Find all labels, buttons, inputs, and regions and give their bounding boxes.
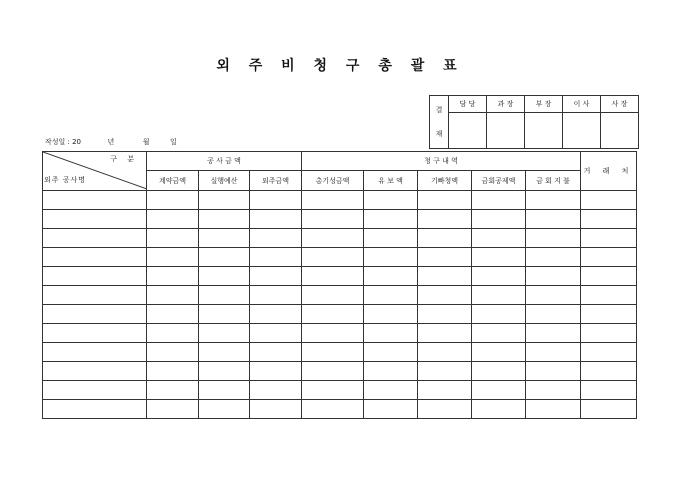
table-cell[interactable]	[147, 381, 199, 400]
date-year: 년	[107, 138, 115, 146]
subheader-retention-amount: 유 보 액	[364, 171, 418, 191]
table-cell[interactable]	[302, 324, 364, 343]
table-cell[interactable]	[581, 324, 637, 343]
table-cell[interactable]	[250, 305, 302, 324]
table-cell[interactable]	[302, 286, 364, 305]
approval-role: 사 장	[601, 96, 639, 113]
table-cell[interactable]	[581, 210, 637, 229]
table-cell[interactable]	[581, 305, 637, 324]
table-cell[interactable]	[472, 248, 526, 267]
table-cell[interactable]	[418, 343, 472, 362]
table-cell[interactable]	[418, 210, 472, 229]
table-cell[interactable]	[418, 324, 472, 343]
project-name-cell[interactable]	[43, 362, 147, 381]
table-cell[interactable]	[147, 191, 199, 210]
table-cell[interactable]	[147, 267, 199, 286]
table-cell[interactable]	[526, 362, 581, 381]
subheader-outsourcing-amount: 외주금액	[250, 171, 302, 191]
table-row	[43, 381, 637, 400]
table-cell[interactable]	[526, 248, 581, 267]
table-cell[interactable]	[250, 191, 302, 210]
subheader-contract-amount: 계약금액	[147, 171, 199, 191]
subheader-previous-claim: 기빠청액	[418, 171, 472, 191]
table-cell[interactable]	[364, 305, 418, 324]
table-cell[interactable]	[581, 286, 637, 305]
table-cell[interactable]	[250, 400, 302, 419]
table-cell[interactable]	[472, 305, 526, 324]
project-name-cell[interactable]	[43, 400, 147, 419]
table-cell[interactable]	[302, 381, 364, 400]
table-cell[interactable]	[526, 286, 581, 305]
table-cell[interactable]	[199, 305, 250, 324]
approval-side-bottom: 재	[435, 130, 443, 138]
table-cell[interactable]	[526, 381, 581, 400]
project-name-cell[interactable]	[43, 324, 147, 343]
table-cell[interactable]	[581, 400, 637, 419]
table-cell[interactable]	[147, 229, 199, 248]
approval-signature-cell[interactable]	[449, 113, 487, 149]
date-month: 월	[142, 138, 150, 146]
table-cell[interactable]	[364, 324, 418, 343]
table-row	[43, 324, 637, 343]
approval-side-label	[430, 96, 449, 149]
table-cell[interactable]	[199, 267, 250, 286]
approval-signature-cell[interactable]	[525, 113, 563, 149]
table-row	[43, 191, 637, 210]
table-cell[interactable]	[526, 324, 581, 343]
table-cell[interactable]	[250, 248, 302, 267]
table-cell[interactable]	[526, 191, 581, 210]
project-name-cell[interactable]	[43, 210, 147, 229]
table-cell[interactable]	[526, 343, 581, 362]
table-cell[interactable]	[581, 381, 637, 400]
table-cell[interactable]	[147, 343, 199, 362]
table-cell[interactable]	[199, 229, 250, 248]
table-cell[interactable]	[418, 191, 472, 210]
approval-signature-cell[interactable]	[601, 113, 639, 149]
table-cell[interactable]	[364, 362, 418, 381]
table-cell[interactable]	[364, 267, 418, 286]
table-cell[interactable]	[302, 305, 364, 324]
table-cell[interactable]	[581, 362, 637, 381]
table-cell[interactable]	[199, 286, 250, 305]
table-cell[interactable]	[418, 286, 472, 305]
table-cell[interactable]	[581, 267, 637, 286]
table-cell[interactable]	[472, 267, 526, 286]
table-row	[43, 248, 637, 267]
table-row	[43, 362, 637, 381]
table-cell[interactable]	[147, 210, 199, 229]
table-cell[interactable]	[199, 191, 250, 210]
table-cell[interactable]	[250, 229, 302, 248]
project-name-cell[interactable]	[43, 381, 147, 400]
table-cell[interactable]	[147, 362, 199, 381]
approval-role: 담 당	[449, 96, 487, 113]
table-cell[interactable]	[199, 343, 250, 362]
table-cell[interactable]	[364, 381, 418, 400]
table-cell[interactable]	[418, 362, 472, 381]
date-day: 일	[169, 138, 177, 146]
table-cell[interactable]	[472, 229, 526, 248]
table-cell[interactable]	[364, 343, 418, 362]
table-row	[43, 343, 637, 362]
table-cell[interactable]	[364, 229, 418, 248]
approval-role: 과 장	[487, 96, 525, 113]
table-cell[interactable]	[250, 324, 302, 343]
table-cell[interactable]	[302, 267, 364, 286]
table-cell[interactable]	[250, 343, 302, 362]
project-name-cell[interactable]	[43, 286, 147, 305]
table-cell[interactable]	[472, 191, 526, 210]
table-cell[interactable]	[147, 305, 199, 324]
date-label: 작성일 : 20	[45, 138, 82, 146]
table-cell[interactable]	[526, 305, 581, 324]
approval-role: 부 장	[525, 96, 563, 113]
subheader-execution-budget: 실행예산	[199, 171, 250, 191]
table-cell[interactable]	[418, 381, 472, 400]
table-cell[interactable]	[472, 400, 526, 419]
table-cell[interactable]	[364, 400, 418, 419]
table-cell[interactable]	[472, 286, 526, 305]
table-cell[interactable]	[526, 267, 581, 286]
project-name-cell[interactable]	[43, 343, 147, 362]
claim-summary-table	[42, 151, 637, 419]
project-name-cell[interactable]	[43, 305, 147, 324]
table-row	[43, 229, 637, 248]
table-cell[interactable]	[199, 248, 250, 267]
table-cell[interactable]	[581, 248, 637, 267]
approval-signature-cell[interactable]	[487, 113, 525, 149]
table-cell[interactable]	[364, 248, 418, 267]
project-name-cell[interactable]	[43, 248, 147, 267]
header-vendor: 거 래 처	[581, 152, 637, 191]
subheader-total-progress-amount: 총기성금액	[302, 171, 364, 191]
project-name-cell[interactable]	[43, 191, 147, 210]
approval-side-top: 결	[435, 106, 443, 114]
table-row	[43, 286, 637, 305]
approval-role: 이 사	[563, 96, 601, 113]
table-cell[interactable]	[581, 191, 637, 210]
header-project-name: 외주 공사명	[44, 176, 87, 184]
table-cell[interactable]	[418, 305, 472, 324]
table-cell[interactable]	[302, 191, 364, 210]
table-cell[interactable]	[526, 400, 581, 419]
table-cell[interactable]	[526, 229, 581, 248]
table-cell[interactable]	[302, 343, 364, 362]
table-cell[interactable]	[581, 343, 637, 362]
table-cell[interactable]	[472, 324, 526, 343]
table-cell[interactable]	[364, 191, 418, 210]
table-cell[interactable]	[364, 286, 418, 305]
table-cell[interactable]	[418, 248, 472, 267]
table-row	[43, 267, 637, 286]
table-cell[interactable]	[302, 229, 364, 248]
table-cell[interactable]	[199, 210, 250, 229]
table-cell[interactable]	[472, 362, 526, 381]
project-name-cell[interactable]	[43, 267, 147, 286]
table-cell[interactable]	[526, 210, 581, 229]
table-cell[interactable]	[147, 324, 199, 343]
table-row	[43, 400, 637, 419]
table-cell[interactable]	[302, 400, 364, 419]
table-cell[interactable]	[418, 267, 472, 286]
diagonal-header-cell	[43, 152, 147, 191]
table-cell[interactable]	[199, 362, 250, 381]
table-cell[interactable]	[418, 229, 472, 248]
table-cell[interactable]	[199, 324, 250, 343]
header-category: 구 분	[110, 155, 138, 163]
table-cell[interactable]	[199, 381, 250, 400]
header-construction-amount: 공 사 금 액	[147, 152, 302, 171]
table-cell[interactable]	[472, 343, 526, 362]
table-cell[interactable]	[250, 210, 302, 229]
table-cell[interactable]	[250, 362, 302, 381]
table-cell[interactable]	[302, 210, 364, 229]
table-cell[interactable]	[418, 400, 472, 419]
table-cell[interactable]	[147, 248, 199, 267]
approval-signature-cell[interactable]	[563, 113, 601, 149]
table-cell[interactable]	[472, 381, 526, 400]
approval-box	[429, 95, 639, 149]
table-cell[interactable]	[250, 286, 302, 305]
table-cell[interactable]	[302, 362, 364, 381]
table-cell[interactable]	[364, 210, 418, 229]
table-cell[interactable]	[581, 229, 637, 248]
table-cell[interactable]	[250, 267, 302, 286]
project-name-cell[interactable]	[43, 229, 147, 248]
table-cell[interactable]	[199, 400, 250, 419]
table-row	[43, 210, 637, 229]
subheader-current-payment: 금 회 지 불	[526, 171, 581, 191]
table-cell[interactable]	[472, 210, 526, 229]
table-cell[interactable]	[147, 400, 199, 419]
table-cell[interactable]	[250, 381, 302, 400]
date-line	[45, 137, 177, 147]
table-row	[43, 305, 637, 324]
table-cell[interactable]	[147, 286, 199, 305]
subheader-current-deduction: 금회공제액	[472, 171, 526, 191]
document-title: 외 주 비 청 구 총 괄 표	[216, 58, 464, 74]
header-claim-details: 청 구 내 역	[302, 152, 581, 171]
table-cell[interactable]	[302, 248, 364, 267]
